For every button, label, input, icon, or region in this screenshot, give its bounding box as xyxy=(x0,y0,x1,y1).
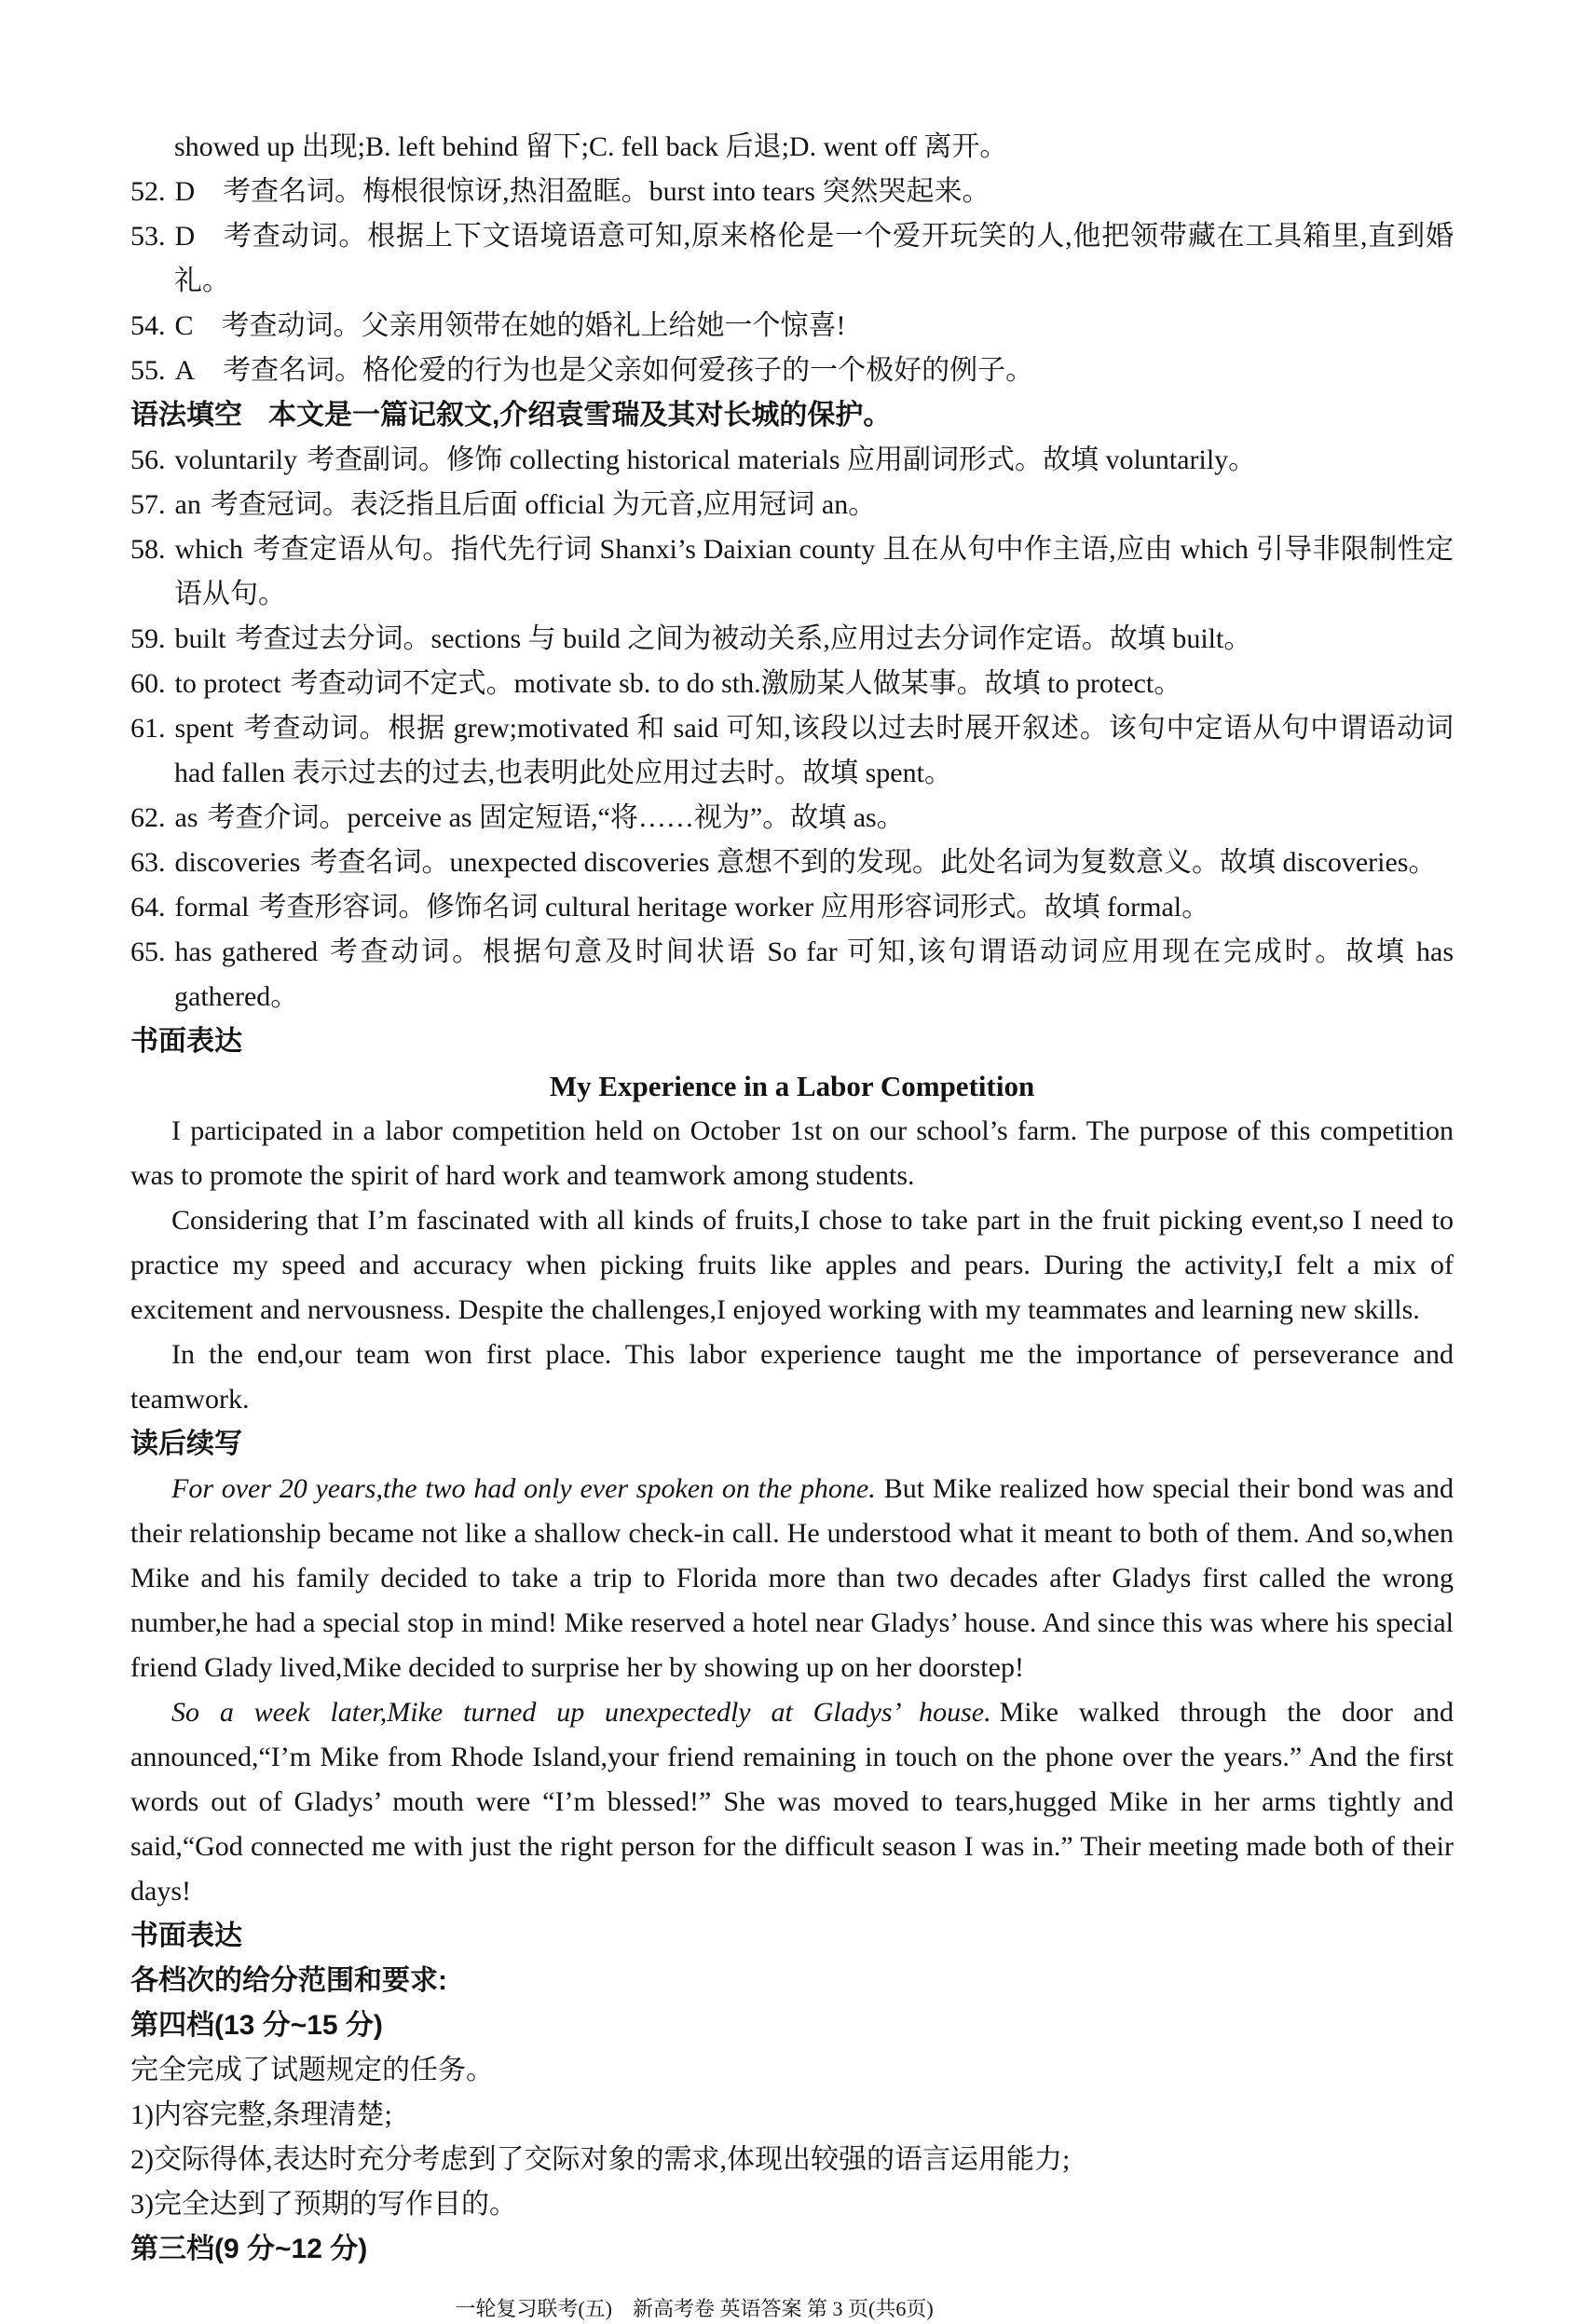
answer-explanation: 考查名词。unexpected discoveries 意想不到的发现。此处名词为复数意义。故填 discoveries。 xyxy=(309,847,1437,878)
rubric-band4-line-3: 2)交际得体,表达时充分考虑到了交际对象的需求,体现出较强的语言运用能力; xyxy=(130,2144,1071,2175)
grammar-answer-62 xyxy=(130,796,1454,841)
question-number: 57. xyxy=(130,489,166,520)
given-sentence-italic: For over 20 years,the two had only ever spoken on the phone. xyxy=(171,1473,876,1504)
continuation-paragraph-1 xyxy=(130,1467,1454,1690)
option-continuation-line: showed up 出现;B. left behind 留下;C. fell back 后退;D. went off 离开。 xyxy=(174,131,1008,162)
answer-letter: C xyxy=(174,310,194,341)
grammar-answer-56 xyxy=(130,438,1454,483)
answer-explanation: 考查介词。perceive as 固定短语,“将……视为”。故填 as。 xyxy=(207,802,905,833)
answer-letter: D xyxy=(174,221,196,252)
question-number: 52. xyxy=(130,176,166,207)
rubric-band3-title: 第三档(9 分~12 分) xyxy=(130,2234,368,2264)
essay-paragraph-3: In the end,our team won first place. This labor experience taught me the importance of perseverance and teamwork. xyxy=(130,1339,1454,1415)
grammar-answer-64 xyxy=(130,885,1454,930)
rubric-subheading: 各档次的给分范围和要求: xyxy=(130,1965,447,1996)
question-number: 63. xyxy=(130,847,166,878)
answer-letter: D xyxy=(174,176,196,207)
answer-explanation: 考查形容词。修饰名词 cultural heritage worker 应用形容词形式。故填 formal。 xyxy=(258,892,1210,923)
cloze-answer-54 xyxy=(130,304,1454,349)
answer-explanation: 考查动词。根据 grew;motivated 和 said 可知,该段以过去时展开叙述。该句中定语从句中谓语动词 had fallen 表示过去的过去,也表明此处应用过去时。故填 spent。 xyxy=(174,713,1454,788)
grammar-answer-65 xyxy=(130,930,1454,1019)
answer-explanation: 考查动词。父亲用领带在她的婚礼上给她一个惊喜! xyxy=(221,310,846,341)
continuation-writing-heading: 读后续写 xyxy=(130,1429,242,1459)
answer-word: has gathered xyxy=(174,936,319,967)
answer-word: as xyxy=(174,802,198,833)
essay-section-heading: 书面表达 xyxy=(130,1026,242,1057)
cloze-answer-53 xyxy=(130,214,1454,304)
answer-explanation: 考查副词。修饰 collecting historical materials 应用副词形式。故填 voluntarily。 xyxy=(307,444,1257,475)
grammar-answer-61 xyxy=(130,706,1454,796)
question-number: 62. xyxy=(130,802,166,833)
rubric-band4-line-2: 1)内容完整,条理清楚; xyxy=(130,2099,392,2130)
question-number: 56. xyxy=(130,444,166,475)
essay-title: My Experience in a Labor Competition xyxy=(549,1070,1035,1102)
grammar-section-intro: 本文是一篇记叙文,介绍袁雪瑞及其对长城的保护。 xyxy=(268,400,892,431)
continuation-text: Mike walked through the door and announced,“I’m Mike from Rhode Island,your friend remaining in touch on the phone over the years.” And the first words out of Gladys’ mouth were “I’m blessed!” She was moved to tears,hugged Mike in her arms tightly and said,“God connected me with just the right person for the difficult season I was in.” Their meeting made both of their days! xyxy=(130,1697,1454,1907)
answer-letter: A xyxy=(174,355,196,386)
essay-paragraph-1: I participated in a labor competition held on October 1st on our school’s farm. The purpose of this competition was to promote the spirit of hard work and teamwork among students. xyxy=(130,1115,1454,1191)
answer-word: built xyxy=(174,623,226,654)
question-number: 54. xyxy=(130,310,166,341)
answer-explanation: 考查动词不定式。motivate sb. to do sth.激励某人做某事。故填 to protect。 xyxy=(290,668,1182,699)
answer-word: spent xyxy=(174,713,234,744)
answer-word: to protect xyxy=(174,668,281,699)
grammar-answer-58 xyxy=(130,527,1454,617)
answer-explanation: 考查动词。根据句意及时间状语 So far 可知,该句谓语动词应用现在完成时。故填 has gathered。 xyxy=(174,936,1454,1012)
answer-word: formal xyxy=(174,892,250,923)
answer-explanation: 考查动词。根据上下文语境语意可知,原来格伦是一个爱开玩笑的人,他把领带藏在工具箱里,直到婚礼。 xyxy=(174,221,1454,296)
cloze-answer-52 xyxy=(130,170,1454,214)
given-sentence-italic: So a week later,Mike turned up unexpectedly at Gladys’ house. xyxy=(171,1697,991,1728)
answer-word: discoveries xyxy=(174,847,301,878)
question-number: 65. xyxy=(130,936,166,967)
answer-explanation: 考查名词。格伦爱的行为也是父亲如何爱孩子的一个极好的例子。 xyxy=(223,355,1034,386)
answer-word: voluntarily xyxy=(174,444,298,475)
question-number: 61. xyxy=(130,713,166,744)
question-number: 53. xyxy=(130,221,166,252)
answer-word: which xyxy=(174,534,243,565)
page-footer: 一轮复习联考(五) 新高考卷 英语答案 第 3 页(共6页) xyxy=(455,2297,934,2320)
answer-word: an xyxy=(174,489,201,520)
grammar-answer-57 xyxy=(130,483,1454,527)
answer-explanation: 考查冠词。表泛指且后面 official 为元音,应用冠词 an。 xyxy=(210,489,877,520)
grammar-answer-60 xyxy=(130,662,1454,706)
continuation-paragraph-2 xyxy=(130,1690,1454,1914)
answer-explanation: 考查定语从句。指代先行词 Shanxi’s Daixian county 且在从句中作主语,应由 which 引导非限制性定语从句。 xyxy=(174,534,1454,609)
grammar-section-heading: 语法填空 xyxy=(130,400,242,431)
question-number: 58. xyxy=(130,534,166,565)
rubric-band4-line-4: 3)完全达到了预期的写作目的。 xyxy=(130,2189,517,2220)
question-number: 59. xyxy=(130,623,166,654)
grammar-answer-59 xyxy=(130,617,1454,662)
grammar-answer-63 xyxy=(130,841,1454,885)
answer-explanation: 考查名词。梅根很惊讶,热泪盈眶。burst into tears 突然哭起来。 xyxy=(223,176,990,207)
grammar-section-header xyxy=(130,393,1454,438)
cloze-answer-55 xyxy=(130,349,1454,393)
rubric-section-heading: 书面表达 xyxy=(130,1921,242,1951)
continuation-text: But Mike realized how special their bond was and their relationship became not like a shallow check-in call. He understood what it meant to both of them. And so,when Mike and his family decided to take a trip to Florida more than two decades after Gladys first called the wrong number,he had a special stop in mind! Mike reserved a hotel near Gladys’ house. And since this was where his special friend Glady lived,Mike decided to surprise her by showing up on her doorstep! xyxy=(130,1473,1454,1683)
question-number: 64. xyxy=(130,892,166,923)
answer-explanation: 考查过去分词。sections 与 build 之间为被动关系,应用过去分词作定语。故填 built。 xyxy=(235,623,1252,654)
question-number: 55. xyxy=(130,355,166,386)
rubric-band4-title: 第四档(13 分~15 分) xyxy=(130,2010,383,2041)
question-number: 60. xyxy=(130,668,166,699)
rubric-band4-line-1: 完全完成了试题规定的任务。 xyxy=(130,2055,494,2085)
essay-paragraph-2: Considering that I’m fascinated with all kinds of fruits,I chose to take part in the fruit picking event,so I need to practice my speed and accuracy when picking fruits like apples and pears. During the activity,I felt a mix of excitement and nervousness. Despite the challenges,I enjoyed working with my teammates and learning new skills. xyxy=(130,1205,1454,1325)
